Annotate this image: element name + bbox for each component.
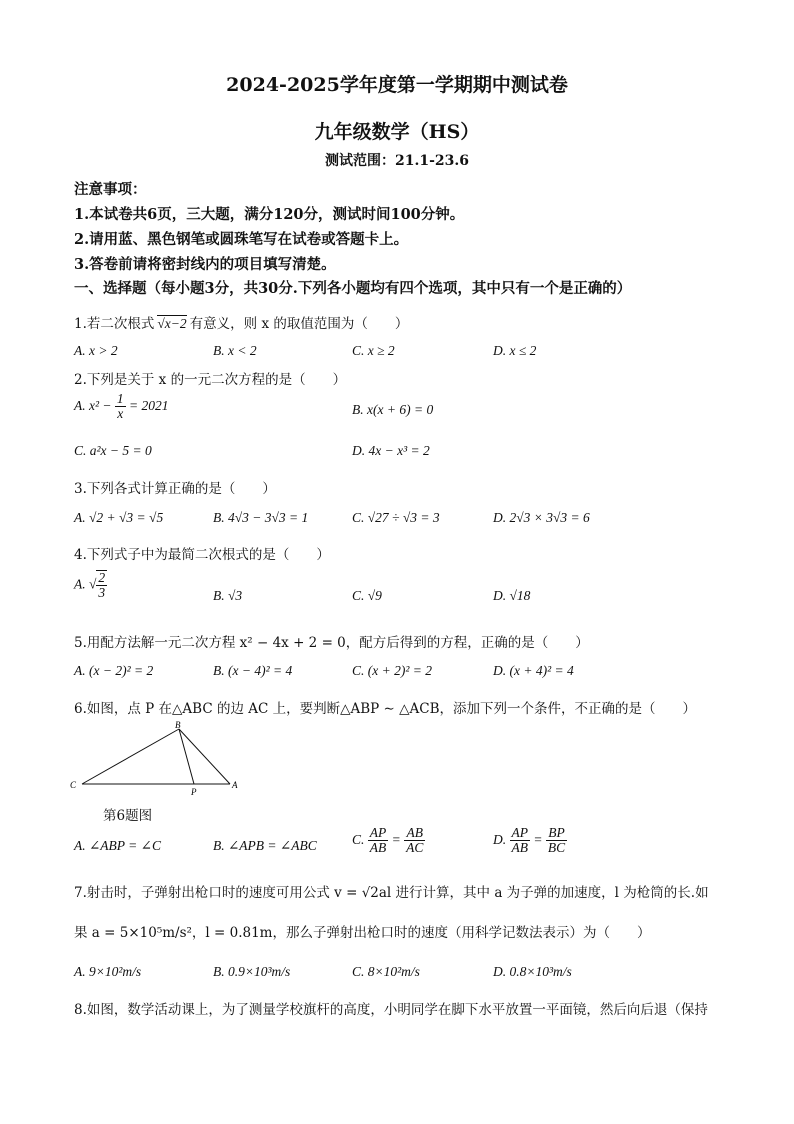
fraction-denominator: 3: [98, 585, 106, 601]
q4-option-a-label: A.: [74, 576, 89, 592]
label-p: P: [191, 787, 197, 797]
q6-d-frac-left: [510, 826, 531, 855]
q6-c-frac-left: [368, 826, 389, 855]
q2-option-a-fraction: [115, 392, 126, 421]
q4-option-c: C. √9: [352, 588, 382, 603]
note-item-1: 1.本试卷共6页，三大题，满分120分，测试时间100分钟。: [74, 206, 465, 223]
q1-option-b: B. x < 2: [213, 343, 257, 358]
segment-cb: [82, 729, 179, 784]
fraction-numerator: 1: [116, 391, 124, 406]
test-range: 测试范围：21.1-23.6: [324, 153, 469, 169]
q4-option-a-fraction: [96, 570, 107, 600]
q4-option-d: D. √18: [493, 588, 531, 603]
section-heading: 一、选择题（每小题3分，共30分.下列各小题均有四个选项，其中只有一个是正确的）: [74, 280, 632, 297]
q1-option-a: A. x > 2: [74, 343, 118, 358]
q6-option-c: C. $\frac{AP}{AB}$ = $\frac{AB}{AC}$: [352, 825, 424, 856]
page-subtitle: 九年级数学（HS）: [314, 121, 480, 143]
fraction-numerator: AB: [404, 826, 425, 841]
question-1-stem-pre: 1.若二次根式: [74, 316, 155, 332]
question-6-stem: 6.如图，点 P 在△ABC 的边 AC 上，要判断△ABP ∼ △ACB，添加下列一个条件，不正确的是（ ）: [74, 701, 697, 717]
q4-option-a: A. √ $\frac{2}{3}$: [74, 570, 106, 601]
label-c: C: [70, 780, 77, 790]
question-8-stem: 8.如图，数学活动课上，为了测量学校旗杆的高度，小明同学在脚下水平放置一平面镜，然后向后退（保持: [74, 1002, 708, 1018]
q2-option-a-post: = 2021: [125, 397, 169, 413]
q7-option-a: A. 9×10²m/s: [74, 964, 142, 979]
q2-option-b: B. x(x + 6) = 0: [352, 402, 434, 417]
label-a: A: [232, 780, 238, 790]
fraction-numerator: AP: [511, 825, 528, 840]
note-item-3: 3.答卷前请将密封线内的项目填写清楚。: [74, 256, 336, 273]
q6-option-d: D. $\frac{AP}{AB}$ = $\frac{BP}{BC}$: [493, 825, 566, 856]
question-2-stem: 2.下列是关于 x 的一元二次方程的是（ ）: [74, 372, 347, 388]
q6-option-d-label: D.: [493, 831, 510, 847]
q1-option-d: D. x ≤ 2: [493, 343, 537, 358]
q2-option-c: C. a²x − 5 = 0: [74, 443, 152, 458]
q3-option-d: D. 2√3 × 3√3 = 6: [493, 510, 590, 525]
notes-heading: 注意事项：: [74, 181, 147, 198]
page-title: 2024-2025学年度第一学期期中测试卷: [226, 74, 568, 96]
question-7-line-2: 果 a = 5×10⁵m/s²，l = 0.81m，那么子弹射出枪口时的速度（用科学记数法表示）为（ ）: [74, 925, 651, 941]
q7-option-b: B. 0.9×10³m/s: [213, 964, 291, 979]
question-7-line-1: 7.射击时，子弹射出枪口时的速度可用公式 v = √2al 进行计算，其中 a 为子弹的加速度，l 为枪筒的长.如: [74, 885, 709, 901]
question-1-stem-post: 有意义，则 x 的取值范围为（ ）: [189, 316, 409, 332]
note-item-2: 2.请用蓝、黑色钢笔或圆珠笔写在试卷或答题卡上。: [74, 231, 409, 248]
q6-option-a: A. ∠ABP = ∠C: [74, 838, 161, 853]
question-1: [74, 312, 408, 332]
fraction-denominator: x: [117, 406, 124, 422]
q3-option-b: B. 4√3 − 3√3 = 1: [213, 510, 309, 525]
q5-option-d: D. (x + 4)² = 4: [493, 663, 574, 678]
q1-option-c: C. x ≥ 2: [352, 343, 395, 358]
triangle-figure: [68, 718, 248, 798]
label-b: B: [175, 720, 181, 730]
question-4-stem: 4.下列式子中为最简二次根式的是（ ）: [74, 547, 330, 563]
question-1-radical: √x−2: [157, 316, 187, 331]
fraction-denominator: AB: [511, 840, 528, 856]
fraction-denominator: AC: [406, 840, 424, 856]
q3-option-a: A. √2 + √3 = √5: [74, 510, 164, 525]
fraction-denominator: AB: [369, 840, 387, 856]
q7-option-d: D. 0.8×10³m/s: [493, 964, 572, 979]
q2-option-a-pre: A. x² −: [74, 397, 115, 413]
figure-6-caption: 第6题图: [103, 808, 153, 824]
fraction-numerator: AP: [369, 825, 387, 840]
q6-option-b: B. ∠APB = ∠ABC: [213, 838, 317, 853]
q2-option-a: [74, 392, 169, 421]
question-5-stem: 5.用配方法解一元二次方程 x² − 4x + 2 = 0，配方后得到的方程，正确的是（ ）: [74, 635, 589, 651]
fraction-denominator: BC: [547, 840, 566, 856]
fraction-numerator: BP: [546, 826, 567, 841]
q4-option-b: B. √3: [213, 588, 243, 603]
q5-option-b: B. (x − 4)² = 4: [213, 663, 293, 678]
q6-option-c-label: C.: [352, 831, 368, 847]
fraction-numerator: 2: [98, 570, 106, 585]
q3-option-c: C. √27 ÷ √3 = 3: [352, 510, 440, 525]
q6-d-frac-right: [546, 826, 567, 855]
q2-option-d: D. 4x − x³ = 2: [352, 443, 430, 458]
q6-c-frac-right: [404, 826, 425, 855]
question-3-stem: 3.下列各式计算正确的是（ ）: [74, 481, 276, 497]
q5-option-a: A. (x − 2)² = 2: [74, 663, 154, 678]
q7-option-c: C. 8×10²m/s: [352, 964, 420, 979]
q5-option-c: C. (x + 2)² = 2: [352, 663, 433, 678]
